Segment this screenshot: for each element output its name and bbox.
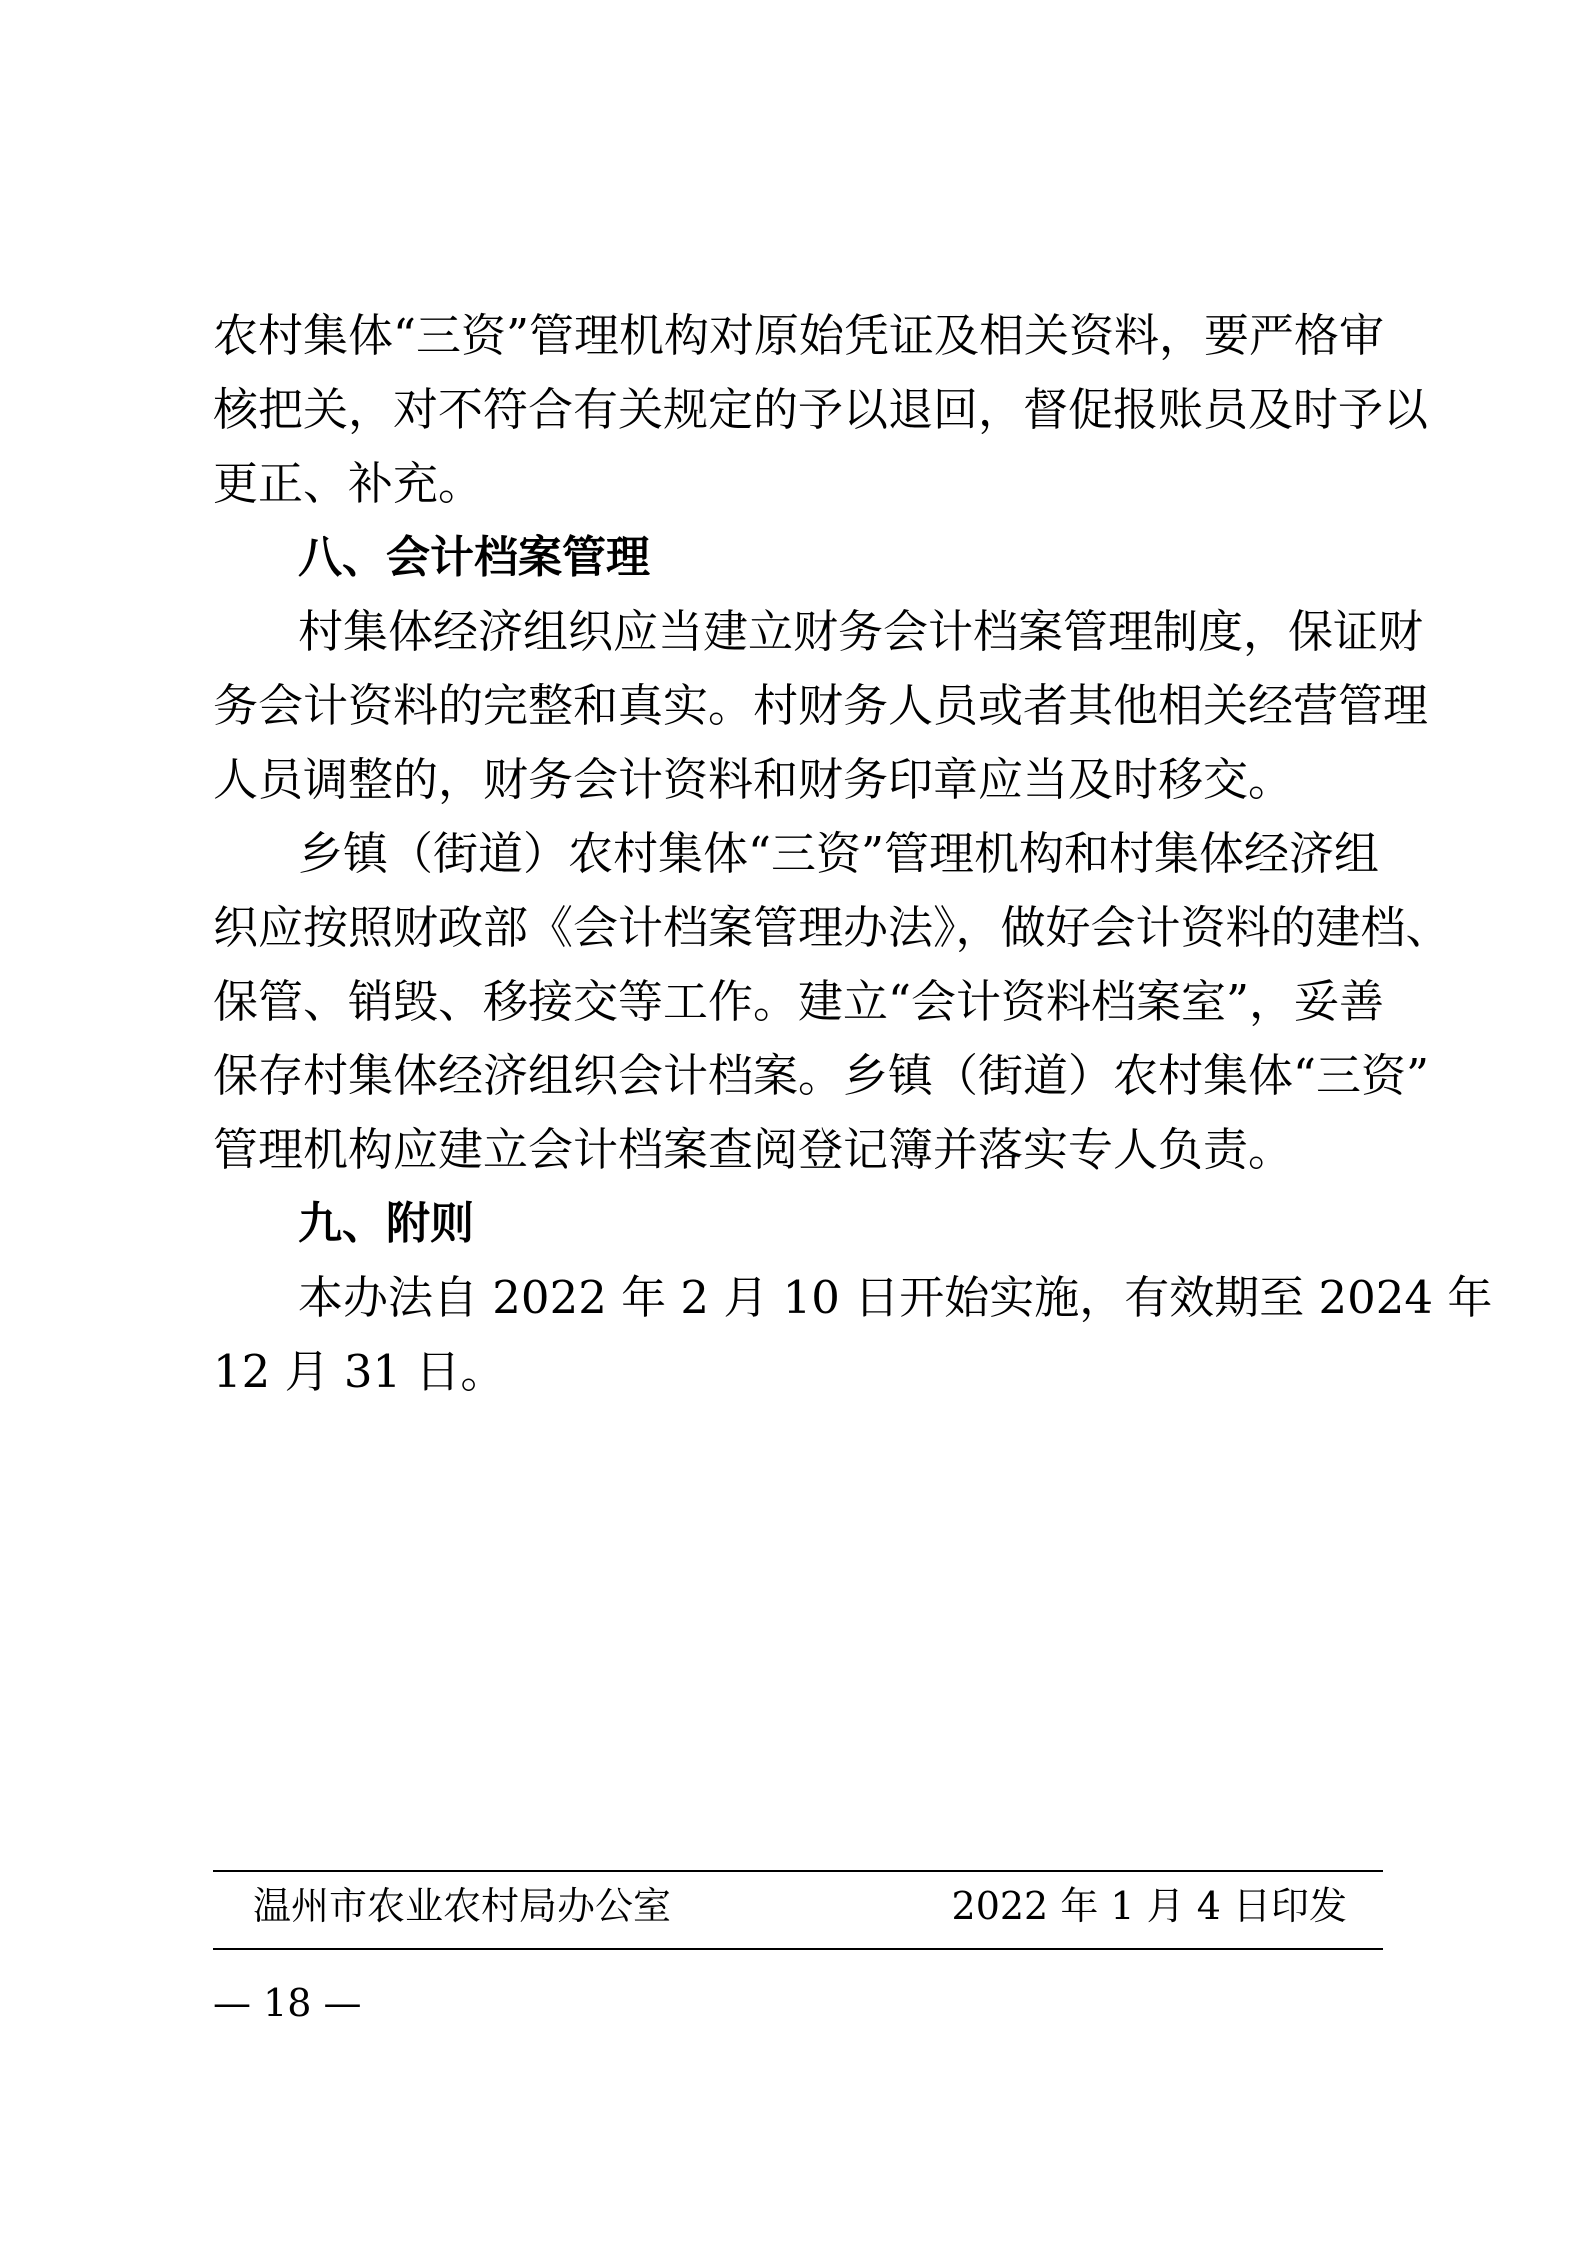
section-heading: 八、会计档案管理 <box>298 532 650 583</box>
page-number: — 18 — <box>213 1981 362 2025</box>
footer-bottom-rule <box>213 1948 1383 1950</box>
footer-top-rule <box>213 1870 1383 1872</box>
body-line: 织应按照财政部《会计档案管理办法》，做好会计资料的建档、 <box>213 901 1451 954</box>
body-line: 农村集体“三资”管理机构对原始凭证及相关资料，要严格审 <box>213 309 1385 362</box>
body-line: 更正、补充。 <box>213 457 484 510</box>
footer-issuer: 温州市农业农村局办公室 <box>253 1884 672 1928</box>
body-line: 乡镇（街道）农村集体“三资”管理机构和村集体经济组 <box>298 827 1380 880</box>
body-line: 本办法自 2022 年 2 月 10 日开始实施，有效期至 2024 年 <box>298 1271 1493 1324</box>
body-line: 核把关，对不符合有关规定的予以退回，督促报账员及时予以 <box>213 383 1429 436</box>
body-line: 保管、销毁、移接交等工作。建立“会计资料档案室”，妥善 <box>213 975 1385 1028</box>
body-line: 保存村集体经济组织会计档案。乡镇（街道）农村集体“三资” <box>213 1049 1430 1102</box>
footer-issue-date: 2022 年 1 月 4 日印发 <box>951 1884 1347 1928</box>
body-line: 12 月 31 日。 <box>213 1345 506 1398</box>
body-line: 人员调整的，财务会计资料和财务印章应当及时移交。 <box>213 753 1294 806</box>
section-heading: 九、附则 <box>298 1198 474 1249</box>
body-line: 管理机构应建立会计档案查阅登记簿并落实专人负责。 <box>213 1123 1294 1176</box>
body-line: 务会计资料的完整和真实。村财务人员或者其他相关经营管理 <box>213 679 1429 732</box>
body-line: 村集体经济组织应当建立财务会计档案管理制度，保证财 <box>298 605 1424 658</box>
